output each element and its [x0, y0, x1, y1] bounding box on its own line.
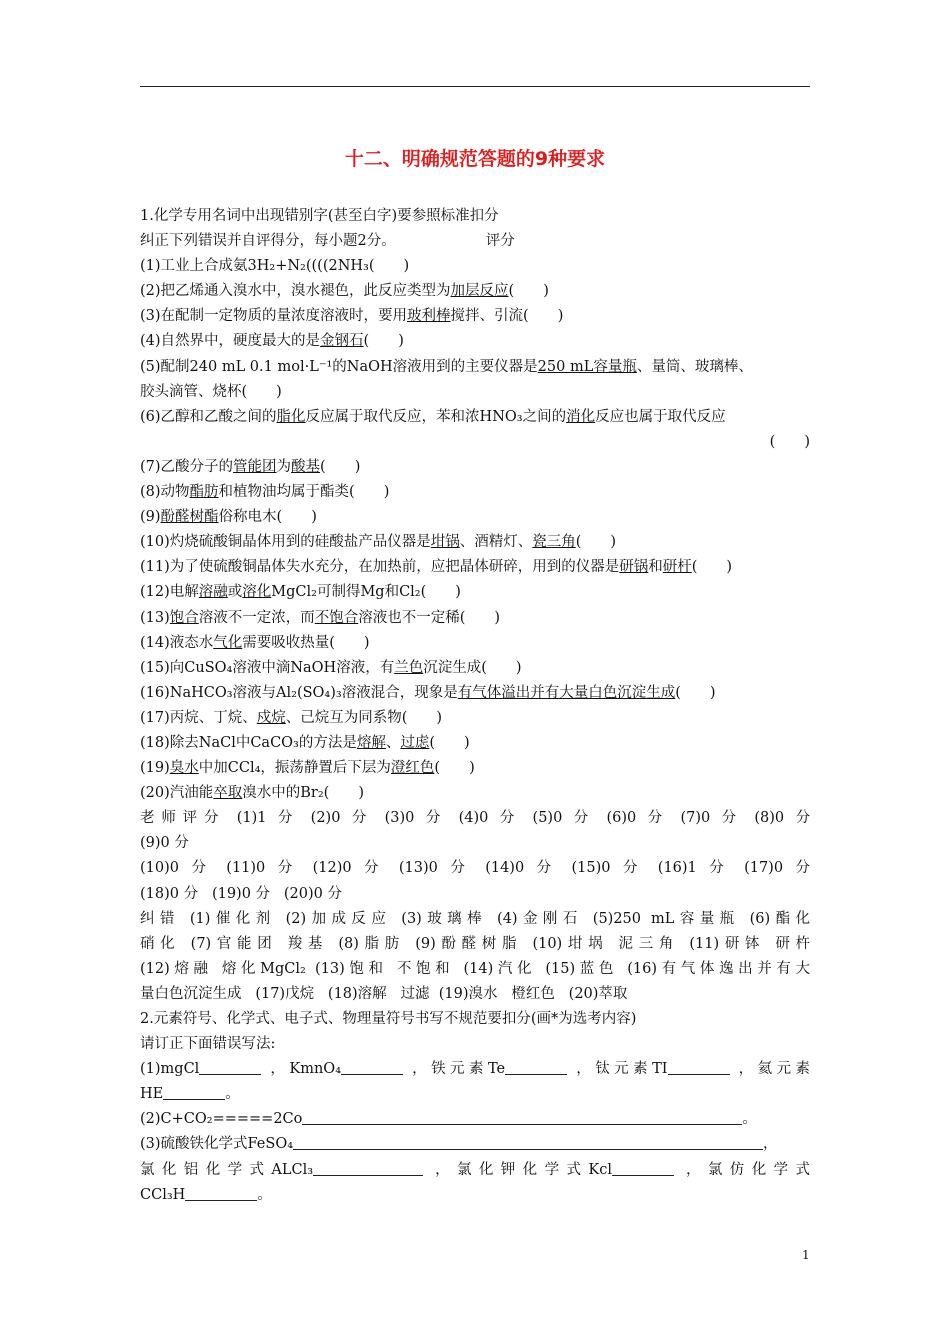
eval-item: (8)0 分 [754, 810, 810, 827]
correction-item: (13)饱和 [315, 960, 388, 977]
symbol-prompt: ，氦元素 [738, 1061, 810, 1078]
eval-item: (1)1 分 [236, 810, 300, 827]
teacher-eval-line-4 [140, 882, 810, 907]
question-text: (16)NaHCO₃溶液与Al₂(SO₄)₃溶液混合，现象是 [140, 684, 458, 701]
formula-prompt: (3)硫酸铁化学式FeSO₄ [140, 1136, 294, 1153]
question-text: 、酒精灯、 [459, 534, 533, 551]
correction-item: 量白色沉淀生成 [140, 985, 242, 1002]
punctuation: 。 [225, 1086, 240, 1103]
error-term: 坩锅 [430, 534, 460, 551]
question-16 [140, 681, 810, 706]
error-term: 酯肪 [189, 484, 219, 501]
question-text: (6)乙醇和乙酸之间的 [140, 408, 277, 425]
question-13 [140, 606, 810, 631]
question-text: (10)灼烧硫酸铜晶体用到的硅酸盐产品仪器是 [140, 534, 431, 551]
answer-blank: ( ) [508, 283, 549, 300]
correction-item: (20)萃取 [568, 985, 628, 1002]
eval-item: (15)0 分 [571, 860, 646, 877]
correction-item: 橙红色 [511, 985, 555, 1002]
symbol-prompt: ，钛元素TI [576, 1061, 668, 1078]
error-term: 加层反应 [450, 283, 509, 300]
section2-intro: 请订正下面错误写法: [140, 1036, 276, 1053]
question-text: 反应也属于取代反应 [595, 408, 726, 425]
symbol-prompt: ，铁元素Te [412, 1061, 506, 1078]
question-text: 、 [385, 734, 401, 751]
fill-blank[interactable] [341, 1060, 403, 1075]
question-text: 搅拌、引流( ) [450, 308, 564, 325]
eval-item: (11)0 分 [226, 860, 301, 877]
correction-item: 羧基 [287, 935, 329, 952]
correction-item: (14)汽化 [463, 960, 537, 977]
question-11 [140, 555, 810, 580]
section2-item-3-end [140, 1183, 810, 1208]
question-10 [140, 530, 810, 555]
error-term: 研杆 [662, 559, 692, 576]
correction-line-2 [140, 932, 810, 957]
section1-heading: 1.化学专用名词中出现错别字(甚至白字)要参照标准扣分 [140, 208, 499, 224]
teacher-eval-label: 老师评分 [140, 810, 226, 827]
correction-item: (5)250 mL容量瓶 [592, 910, 740, 927]
error-term: 研锅 [619, 559, 649, 576]
question-text: 溶液不一定浓，而 [198, 609, 315, 626]
question-4 [140, 329, 810, 354]
punctuation: 。 [742, 1111, 757, 1128]
section2-item-1 [140, 1057, 810, 1082]
error-term: 澄红色 [390, 760, 435, 777]
answer-blank: ( ) [320, 458, 361, 475]
question-text: 和 [648, 559, 663, 576]
question-text: 和植物油均属于酯类( ) [218, 484, 390, 501]
section2-item-3-cont [140, 1158, 810, 1183]
question-text: (3)在配制一定物质的量浓度溶液时，要用 [140, 308, 408, 325]
error-term: 戍烷 [256, 709, 286, 726]
question-text: (14)液态水 [140, 634, 214, 651]
question-8 [140, 480, 810, 505]
correction-line-1 [140, 907, 810, 932]
error-term: 溶融 [198, 584, 228, 601]
question-text: (5)配制240 mL 0.1 mol·L⁻¹的NaOH溶液用到的主要仪器是 [140, 358, 538, 375]
eval-item: (5)0 分 [532, 810, 596, 827]
error-term: 瓷三角 [532, 534, 576, 551]
error-term: 酚醛树酯 [160, 509, 219, 526]
correction-label: 纠错 [140, 910, 180, 927]
teacher-eval-line-1 [140, 806, 810, 831]
correction-item: (4)金刚石 [497, 910, 583, 927]
question-text: MgCl₂可制得Mg和Cl₂( ) [271, 584, 461, 601]
question-text: (11)为了使硫酸铜晶体失水充分，在加热前，应把晶体研碎，用到的仪器是 [140, 559, 620, 576]
question-text: 溶液也不一定稀( ) [358, 609, 501, 626]
symbol-prompt: HE [140, 1086, 164, 1103]
answer-blank: ( ) [363, 333, 404, 350]
question-3 [140, 304, 810, 329]
correction-item: (17)戊烷 [255, 985, 315, 1002]
question-18 [140, 731, 810, 756]
eval-item: (12)0 分 [312, 860, 387, 877]
question-text: (13) [140, 609, 170, 626]
fill-blank[interactable] [668, 1060, 730, 1075]
eval-item: (7)0 分 [680, 810, 743, 827]
correction-item: (10)坩埚 [532, 935, 609, 952]
correction-item: 硝化 [140, 935, 181, 952]
section1-intro: 纠正下列错误并自评得分，每小题2分。 [140, 233, 396, 250]
eval-item: (14)0 分 [485, 860, 560, 877]
question-text: (8)动物 [140, 484, 190, 501]
error-term: 脂化 [276, 408, 306, 425]
formula-prompt: ，氯化钾化学式Kcl [435, 1161, 612, 1178]
error-term: 兰色 [394, 659, 424, 676]
section2-heading: 2.元素符号、化学式、电子式、物理量符号书写不规范要扣分(画*为选考内容) [140, 1011, 637, 1027]
error-term: 消化 [566, 408, 596, 425]
correction-item: (8)脂肪 [338, 935, 405, 952]
eval-item: (16)1 分 [657, 860, 732, 877]
correction-item: (1)催化剂 [189, 910, 276, 927]
score-label: 评分 [485, 233, 515, 250]
fill-blank[interactable] [163, 1085, 225, 1100]
error-term: 臭水 [169, 760, 199, 777]
error-term: 溶化 [242, 584, 272, 601]
question-text: (7)乙酸分子的 [140, 458, 234, 475]
question-5-cont: 胶头滴管、烧杯( ) [140, 383, 282, 400]
formula-prompt: 氯化铝化学式ALCl₃ [140, 1161, 314, 1178]
error-term: 金钢石 [320, 333, 364, 350]
fill-blank[interactable] [612, 1161, 674, 1176]
correction-item: 不饱和 [396, 960, 455, 977]
error-term: 有气体溢出并有大量白色沉淀生成 [457, 684, 676, 701]
section1-intro-line [140, 229, 810, 254]
question-text: 为 [276, 458, 292, 475]
error-term: 250 mL容量瓶 [537, 358, 637, 375]
question-9 [140, 505, 810, 530]
question-text: (2)把乙烯通入溴水中，溴水褪色，此反应类型为 [140, 283, 451, 300]
question-2 [140, 279, 810, 304]
question-6-blank: ( ) [769, 433, 810, 450]
question-text: (4)自然界中，硬度最大的是 [140, 333, 321, 350]
question-text: (20)汽油能 [140, 785, 214, 802]
fill-blank[interactable] [313, 1161, 423, 1176]
question-17 [140, 706, 810, 731]
eval-item: (18)0 分 [140, 885, 199, 902]
page-number: 1 [802, 1248, 810, 1262]
error-term: 过虑 [400, 734, 430, 751]
question-text: 需要吸收热量( ) [242, 634, 370, 651]
question-12 [140, 580, 810, 605]
correction-item: 过滤 [400, 985, 430, 1002]
question-7 [140, 455, 810, 480]
correction-item: 泥三角 [618, 935, 680, 952]
question-6 [140, 405, 810, 430]
error-term: 卒取 [213, 785, 243, 802]
correction-item: (19)溴水 [438, 985, 498, 1002]
error-term: 酸基 [291, 458, 321, 475]
correction-item: 熔化MgCl₂ [221, 960, 306, 977]
eval-item: (4)0 分 [458, 810, 522, 827]
correction-line-3 [140, 957, 810, 982]
error-term: 玻利棒 [407, 308, 451, 325]
answer-blank: ( ) [691, 559, 733, 576]
correction-item: (6)酯化 [749, 910, 810, 927]
section2-item-3 [140, 1132, 810, 1157]
question-text: 、己烷互为同系物( ) [285, 709, 443, 726]
section2-item-2 [140, 1107, 810, 1132]
page-title: 十二、明确规范答题的9种要求 [344, 148, 606, 170]
correction-item: 研杵 [775, 935, 810, 952]
question-text: 或 [227, 584, 243, 601]
fill-blank[interactable] [199, 1060, 261, 1075]
question-text: (12)电解 [140, 584, 199, 601]
answer-blank: ( ) [675, 684, 716, 701]
formula-prompt: CCl₃H [140, 1186, 186, 1203]
punctuation: 。 [257, 1186, 272, 1203]
error-term: 饱合 [169, 609, 199, 626]
eval-item: (19)0 分 [211, 885, 271, 902]
eval-item: (6)0 分 [606, 810, 669, 827]
eval-item: (17)0 分 [744, 860, 810, 877]
question-14 [140, 631, 810, 656]
correction-item: (16)有气体逸出并有大 [627, 960, 810, 977]
question-text: (9) [140, 509, 161, 526]
teacher-eval-line-2: (9)0 分 [140, 835, 189, 852]
question-19 [140, 756, 810, 781]
error-term: 熔解 [356, 734, 386, 751]
correction-line-4 [140, 982, 810, 1007]
error-term: 气化 [213, 634, 243, 651]
question-text: (18)除去NaCl中CaCO₃的方法是 [140, 734, 357, 751]
answer-blank: ( ) [575, 534, 617, 551]
question-5 [140, 355, 810, 380]
eval-item: (3)0 分 [384, 810, 448, 827]
question-text: 溴水中的Br₂( ) [242, 785, 364, 802]
symbol-prompt: (1)mgCl [140, 1061, 200, 1078]
header-rule [140, 86, 810, 87]
correction-item: (12)熔融 [140, 960, 213, 977]
correction-item: (11)研钵 [689, 935, 766, 952]
question-15 [140, 656, 810, 681]
error-term: 管能团 [233, 458, 277, 475]
fill-blank[interactable] [293, 1135, 763, 1150]
correction-item: (7)官能团 [190, 935, 278, 952]
eval-item: (20)0 分 [283, 885, 342, 902]
question-1: (1)工业上合成氨3H₂+N₂((((2NH₃( ) [140, 258, 410, 275]
question-text: 俗称电木( ) [218, 509, 317, 526]
eval-item: (13)0 分 [398, 860, 473, 877]
correction-item: (15)蓝色 [545, 960, 619, 977]
fill-blank[interactable] [185, 1186, 257, 1201]
question-text: 中加CCl₄，振荡静置后下层为 [198, 760, 391, 777]
fill-blank[interactable] [505, 1060, 567, 1075]
question-20 [140, 781, 810, 806]
answer-blank: ( ) [434, 760, 475, 777]
correction-item: (18)溶解 [327, 985, 387, 1002]
question-text: (15)向CuSO₄溶液中滴NaOH溶液，有 [140, 659, 395, 676]
symbol-prompt: ，KmnO₄ [270, 1061, 342, 1078]
eval-item: (10)0 分 [140, 860, 214, 877]
correction-item: (3)玻璃棒 [401, 910, 488, 927]
question-text: 、量筒、玻璃棒、 [636, 358, 753, 375]
correction-item: (2)加成反应 [285, 910, 392, 927]
teacher-eval-line-3 [140, 856, 810, 881]
eval-item: (2)0 分 [310, 810, 374, 827]
formula-prompt: ，氯仿化学式 [686, 1161, 810, 1178]
error-term: 不饱合 [314, 609, 359, 626]
punctuation: ， [763, 1136, 778, 1153]
question-text: 沉淀生成( ) [423, 659, 522, 676]
question-text: (17)丙烷、丁烷、 [140, 709, 257, 726]
answer-blank: ( ) [429, 734, 470, 751]
correction-item: (9)酚醛树脂 [415, 935, 523, 952]
fill-blank[interactable] [302, 1110, 742, 1125]
equation-prompt: (2)C+CO₂=====2Co [140, 1111, 303, 1128]
document-body [140, 204, 810, 1208]
question-text: 反应属于取代反应，苯和浓HNO₃之间的 [305, 408, 567, 425]
question-text: (19) [140, 760, 170, 777]
section2-item-1-cont [140, 1082, 810, 1107]
